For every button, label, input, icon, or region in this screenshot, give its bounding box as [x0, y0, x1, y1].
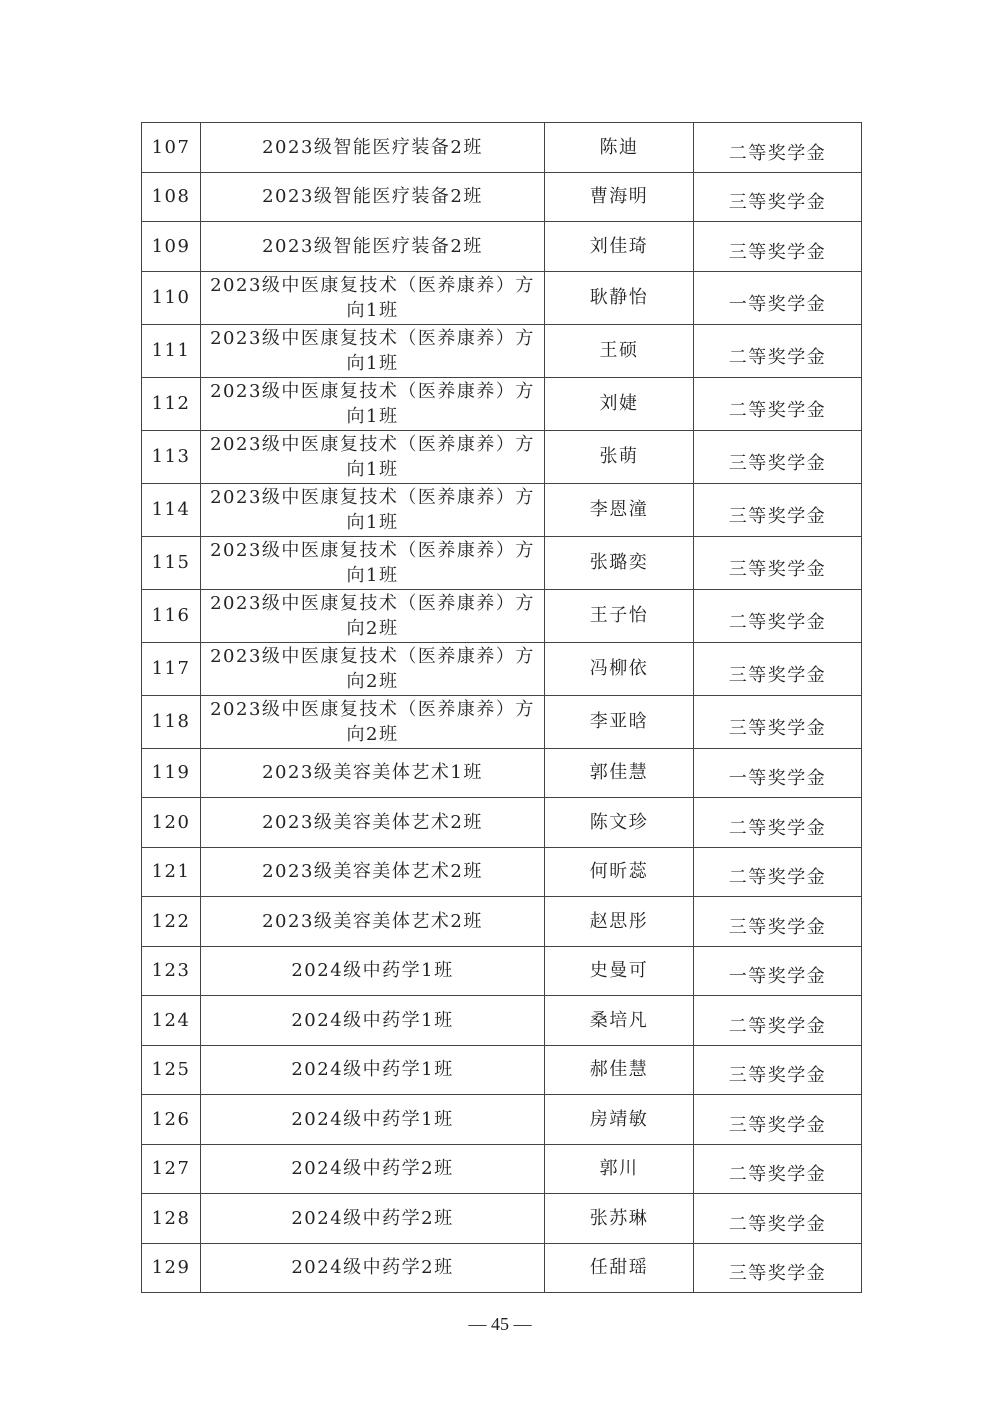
award-level-cell: 二等奖学金: [694, 589, 862, 642]
student-name-cell: 桑培凡: [545, 996, 694, 1046]
award-level-cell: 二等奖学金: [694, 1194, 862, 1244]
row-number-cell: 116: [142, 589, 201, 642]
table-row: [142, 1045, 862, 1095]
table-row: [142, 897, 862, 947]
award-level-cell: 一等奖学金: [694, 271, 862, 324]
row-number-cell: 121: [142, 847, 201, 897]
table-row: [142, 1194, 862, 1244]
class-name-cell: 2024级中药学2班: [201, 1144, 545, 1194]
class-name-cell: 2023级中医康复技术（医养康养）方向1班: [201, 430, 545, 483]
table-row: [142, 172, 862, 222]
class-name-cell: 2024级中药学1班: [201, 1045, 545, 1095]
row-number-cell: 125: [142, 1045, 201, 1095]
award-level-cell: 三等奖学金: [694, 695, 862, 748]
award-level-cell: 二等奖学金: [694, 798, 862, 848]
student-name-cell: 张萌: [545, 430, 694, 483]
award-level-cell: 三等奖学金: [694, 222, 862, 272]
row-number-cell: 128: [142, 1194, 201, 1244]
award-level-cell: 三等奖学金: [694, 172, 862, 222]
student-name-cell: 李恩潼: [545, 483, 694, 536]
class-name-cell: 2024级中药学2班: [201, 1243, 545, 1293]
class-name-cell: 2023级中医康复技术（医养康养）方向1班: [201, 271, 545, 324]
page-number: — 45 —: [468, 1314, 532, 1334]
row-number-cell: 127: [142, 1144, 201, 1194]
table-row: [142, 695, 862, 748]
row-number-cell: 117: [142, 642, 201, 695]
award-level-cell: 二等奖学金: [694, 377, 862, 430]
row-number-cell: 109: [142, 222, 201, 272]
award-level-cell: 三等奖学金: [694, 483, 862, 536]
student-name-cell: 刘佳琦: [545, 222, 694, 272]
student-name-cell: 赵思彤: [545, 897, 694, 947]
row-number-cell: 119: [142, 748, 201, 798]
table-row: [142, 271, 862, 324]
table-row: [142, 324, 862, 377]
award-level-cell: 一等奖学金: [694, 748, 862, 798]
table-row: [142, 430, 862, 483]
award-level-cell: 二等奖学金: [694, 123, 862, 173]
class-name-cell: 2023级中医康复技术（医养康养）方向1班: [201, 483, 545, 536]
row-number-cell: 107: [142, 123, 201, 173]
award-level-cell: 三等奖学金: [694, 430, 862, 483]
award-level-cell: 三等奖学金: [694, 1243, 862, 1293]
row-number-cell: 108: [142, 172, 201, 222]
class-name-cell: 2023级智能医疗装备2班: [201, 172, 545, 222]
award-level-cell: 三等奖学金: [694, 897, 862, 947]
table-row: [142, 589, 862, 642]
class-name-cell: 2024级中药学1班: [201, 946, 545, 996]
student-name-cell: 郝佳慧: [545, 1045, 694, 1095]
class-name-cell: 2024级中药学1班: [201, 996, 545, 1046]
class-name-cell: 2023级中医康复技术（医养康养）方向2班: [201, 642, 545, 695]
student-name-cell: 冯柳依: [545, 642, 694, 695]
student-name-cell: 李亚晗: [545, 695, 694, 748]
table-row: [142, 642, 862, 695]
class-name-cell: 2023级中医康复技术（医养康养）方向1班: [201, 324, 545, 377]
scholarship-table: [141, 122, 862, 1293]
class-name-cell: 2023级美容美体艺术2班: [201, 798, 545, 848]
row-number-cell: 120: [142, 798, 201, 848]
class-name-cell: 2024级中药学1班: [201, 1095, 545, 1145]
table-row: [142, 847, 862, 897]
class-name-cell: 2023级中医康复技术（医养康养）方向2班: [201, 695, 545, 748]
student-name-cell: 王硕: [545, 324, 694, 377]
award-level-cell: 一等奖学金: [694, 946, 862, 996]
award-level-cell: 三等奖学金: [694, 642, 862, 695]
award-level-cell: 三等奖学金: [694, 536, 862, 589]
row-number-cell: 124: [142, 996, 201, 1046]
award-level-cell: 二等奖学金: [694, 1144, 862, 1194]
student-name-cell: 何昕蕊: [545, 847, 694, 897]
student-name-cell: 郭川: [545, 1144, 694, 1194]
award-level-cell: 三等奖学金: [694, 1095, 862, 1145]
row-number-cell: 115: [142, 536, 201, 589]
table-row: [142, 222, 862, 272]
class-name-cell: 2023级智能医疗装备2班: [201, 222, 545, 272]
row-number-cell: 110: [142, 271, 201, 324]
award-level-cell: 二等奖学金: [694, 996, 862, 1046]
table-row: [142, 377, 862, 430]
row-number-cell: 111: [142, 324, 201, 377]
row-number-cell: 122: [142, 897, 201, 947]
award-level-cell: 二等奖学金: [694, 847, 862, 897]
row-number-cell: 123: [142, 946, 201, 996]
student-name-cell: 任甜瑶: [545, 1243, 694, 1293]
student-name-cell: 张璐奕: [545, 536, 694, 589]
award-level-cell: 三等奖学金: [694, 1045, 862, 1095]
student-name-cell: 曹海明: [545, 172, 694, 222]
class-name-cell: 2023级中医康复技术（医养康养）方向2班: [201, 589, 545, 642]
table-row: [142, 1243, 862, 1293]
table-body: [142, 123, 862, 1293]
row-number-cell: 114: [142, 483, 201, 536]
row-number-cell: 129: [142, 1243, 201, 1293]
student-name-cell: 陈迪: [545, 123, 694, 173]
row-number-cell: 112: [142, 377, 201, 430]
student-name-cell: 张苏琳: [545, 1194, 694, 1244]
award-level-cell: 二等奖学金: [694, 324, 862, 377]
table-row: [142, 536, 862, 589]
table-row: [142, 123, 862, 173]
row-number-cell: 126: [142, 1095, 201, 1145]
row-number-cell: 118: [142, 695, 201, 748]
table-row: [142, 996, 862, 1046]
table-row: [142, 946, 862, 996]
student-name-cell: 耿静怡: [545, 271, 694, 324]
table-row: [142, 798, 862, 848]
student-name-cell: 郭佳慧: [545, 748, 694, 798]
student-name-cell: 刘婕: [545, 377, 694, 430]
student-name-cell: 王子怡: [545, 589, 694, 642]
class-name-cell: 2024级中药学2班: [201, 1194, 545, 1244]
class-name-cell: 2023级美容美体艺术2班: [201, 847, 545, 897]
student-name-cell: 房靖敏: [545, 1095, 694, 1145]
class-name-cell: 2023级美容美体艺术2班: [201, 897, 545, 947]
class-name-cell: 2023级美容美体艺术1班: [201, 748, 545, 798]
class-name-cell: 2023级中医康复技术（医养康养）方向1班: [201, 377, 545, 430]
row-number-cell: 113: [142, 430, 201, 483]
student-name-cell: 史曼可: [545, 946, 694, 996]
student-name-cell: 陈文珍: [545, 798, 694, 848]
class-name-cell: 2023级中医康复技术（医养康养）方向1班: [201, 536, 545, 589]
table-row: [142, 748, 862, 798]
table-row: [142, 1095, 862, 1145]
class-name-cell: 2023级智能医疗装备2班: [201, 123, 545, 173]
table-row: [142, 483, 862, 536]
table-row: [142, 1144, 862, 1194]
